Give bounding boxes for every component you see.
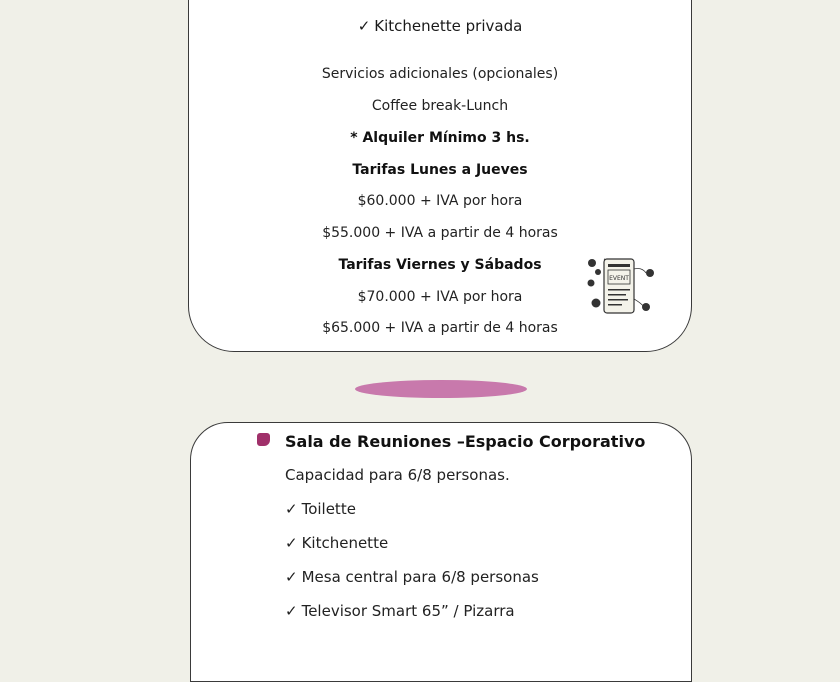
check-icon: ✓ <box>357 17 371 35</box>
weekday-4h-rate: $55.000 + IVA a partir de 4 horas <box>322 225 558 241</box>
check-icon: ✓ <box>285 500 298 518</box>
check-icon: ✓ <box>285 602 298 620</box>
check-icon: ✓ <box>285 568 298 586</box>
weekend-rates-title: Tarifas Viernes y Sábados <box>338 257 542 273</box>
meeting-room-title: Sala de Reuniones –Espacio Corporativo <box>285 432 646 451</box>
amenity-item: ✓ Kitchenette <box>285 534 389 552</box>
weekday-hour-rate: $60.000 + IVA por hora <box>357 193 523 209</box>
event-planner-icon <box>586 255 660 317</box>
meeting-room-card <box>190 422 692 682</box>
meeting-room-capacity: Capacidad para 6/8 personas. <box>285 466 510 484</box>
weekend-hour-rate: $70.000 + IVA por hora <box>357 289 523 305</box>
check-icon: ✓ <box>285 534 298 552</box>
section-divider <box>355 380 527 398</box>
extras-items: Coffee break-Lunch <box>371 98 509 114</box>
bullet-icon <box>257 433 270 446</box>
amenity-item: ✓ Televisor Smart 65” / Pizarra <box>285 602 515 620</box>
amenity-kitchenette: ✓ Kitchenette privada <box>357 17 523 35</box>
extras-title: Servicios adicionales (opcionales) <box>321 66 559 82</box>
min-rental: * Alquiler Mínimo 3 hs. <box>350 130 530 146</box>
weekend-4h-rate: $65.000 + IVA a partir de 4 horas <box>322 320 558 336</box>
event-icon-label: EVENT <box>609 275 629 282</box>
amenity-item: ✓ Toilette <box>285 500 356 518</box>
weekday-rates-title: Tarifas Lunes a Jueves <box>352 162 528 178</box>
amenity-item: ✓ Mesa central para 6/8 personas <box>285 568 539 586</box>
